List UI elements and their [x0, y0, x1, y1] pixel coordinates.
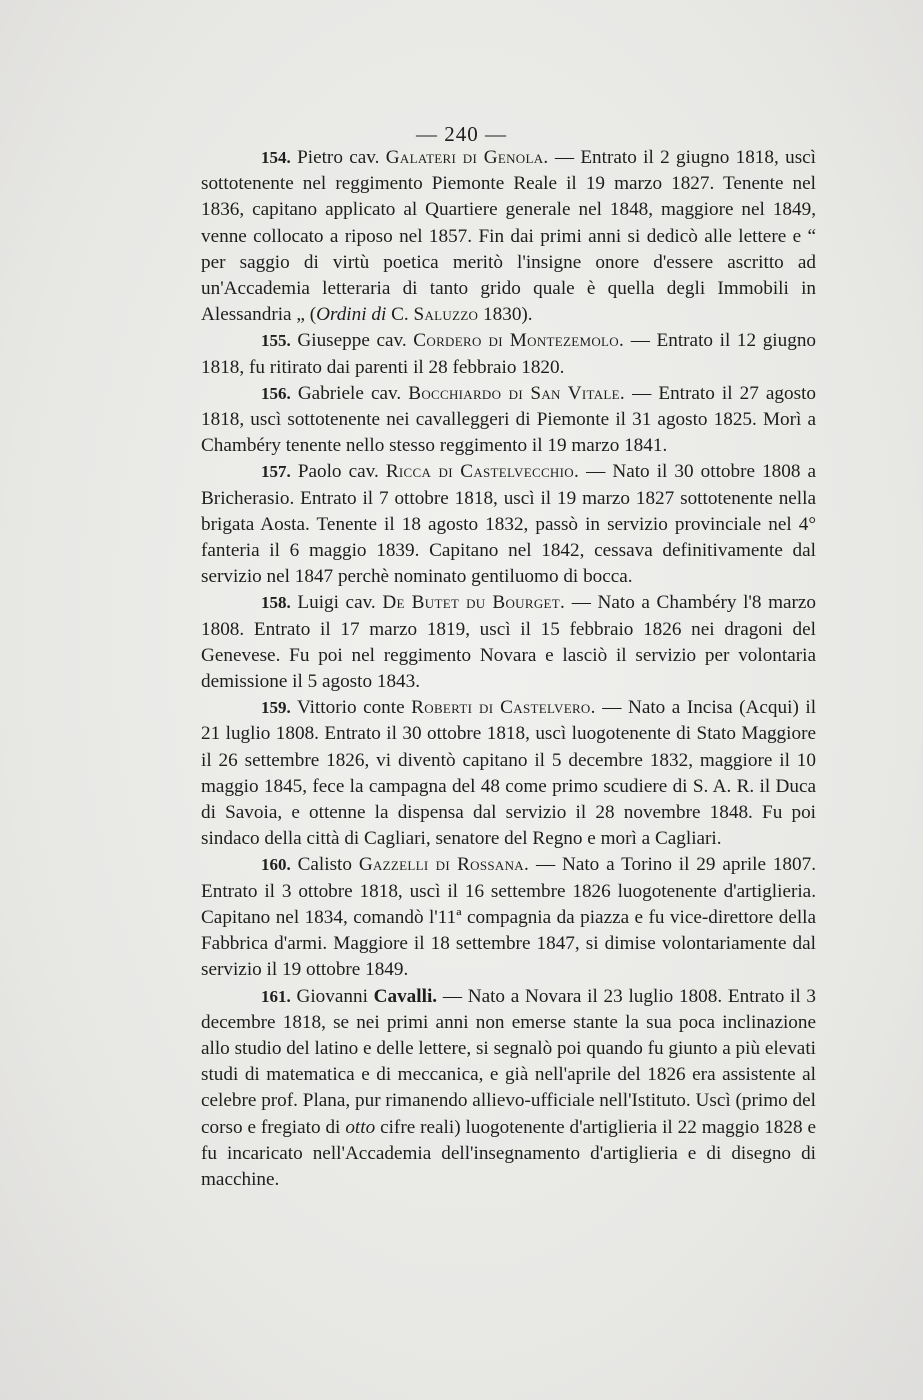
entry-number: 158.: [261, 593, 291, 613]
entry-156: [201, 381, 816, 460]
entry-text-end: cifre reali) luogotenente d'artiglieria il 22 maggio 1828 e fu incaricato nell'Accademia dell'insegnamento d'artiglieria e di disegno di macchine.: [201, 1116, 816, 1190]
entry-text: — Entrato il 12 giugno 1818, fu ritirato dai parenti il 28 febbraio 1820.: [201, 330, 817, 378]
entry-family-name: Galateri di Genola.: [385, 147, 549, 168]
entry-text: — Entrato il 27 agosto 1818, uscì sottotenente nei cavalleggeri di Piemonte il 31 agosto 1825. Morì a Chambéry tenente nello stesso reggimento il 19 marzo 1841.: [201, 382, 816, 457]
entry-number: 154.: [261, 148, 291, 167]
entry-160: [201, 852, 816, 983]
entry-family-name: Roberti di Castelvero.: [411, 697, 596, 719]
entry-number: 155.: [261, 331, 291, 351]
entry-family-name: Cordero di Montezemolo.: [413, 330, 625, 352]
entry-given-name: Paolo cav.: [297, 461, 379, 483]
entry-number: 161.: [261, 986, 291, 1006]
entry-given-name: Gabriele cav.: [297, 382, 402, 404]
entry-given-name: Giovanni: [296, 985, 368, 1007]
entry-family-name: Ricca di Castelvecchio.: [385, 461, 580, 483]
entry-text: — Nato il 30 ottobre 1808 a Bricherasio. Entrato il 7 ottobre 1818, uscì il 19 marzo 1827 sottotenente nella brigata Aosta. Tenente il 18 agosto 1832, passò in servizio provinciale nel 4° fanteria il 6 maggio 1839. Capitano nel 1842, cessava definitivamente dal servizio nel 1847 perchè nominato gentiluomo di bocca.: [201, 461, 817, 588]
entry-155: [201, 328, 816, 380]
entry-text-italic: otto: [345, 1116, 376, 1138]
entry-citation-text: C.: [386, 304, 414, 326]
entry-154: [201, 145, 816, 328]
entry-given-name: Pietro cav.: [297, 147, 380, 168]
entry-158: [201, 590, 816, 695]
entry-text: — Nato a Incisa (Acqui) il 21 luglio 1808. Entrato il 30 ottobre 1818, uscì luogotenente di Stato Maggiore il 26 settembre 1826, vi diventò capitano il 5 decembre 1832, maggiore il 10 maggio 1845, fece la campagna del 48 come primo scudiere di S. A. R. il Duca di Savoia, e ottenne la dispensa dal servizio il 28 novembre 1848. Fu poi sindaco della città di Cagliari, senatore del Regno e morì a Cagliari.: [201, 697, 817, 850]
entry-given-name: Vittorio conte: [296, 697, 405, 719]
entry-number: 160.: [261, 855, 291, 875]
entry-text: — Nato a Chambéry l'8 marzo 1808. Entrato il 17 marzo 1819, uscì il 15 febbraio 1826 nei dragoni del Genevese. Fu poi nel reggimento Novara e lasciò il servizio per volontaria demissione il 5 agosto 1843.: [201, 592, 817, 693]
entry-family-name: Cavalli.: [373, 985, 438, 1007]
entry-text: — Entrato il 2 giugno 1818, uscì sottotenente nel reggimento Piemonte Reale il 19 marzo 1827. Tenente nel 1836, capitano applicato al Quartiere generale nel 1848, maggiore nel 1849, venne collocato a riposo nel 1857. Fin dai primi anni si dedicò alle lettere e “ per saggio di virtù poetica meritò l'insigne onore d'essere ascritto ad un'Accademia letteraria di tanto grido quale è quella degli Immobili in Alessandria „ (: [201, 147, 817, 326]
entry-citation-author: Saluzzo: [413, 304, 479, 326]
entry-161: [201, 984, 816, 1194]
page-number: — 240 —: [416, 122, 507, 146]
entry-citation-italic: Ordini di: [316, 304, 387, 326]
page-body: [201, 145, 816, 1193]
entry-number: 159.: [261, 698, 291, 718]
entry-number: 157.: [261, 462, 291, 482]
entry-number: 156.: [261, 383, 291, 403]
entry-text: — Nato a Novara il 23 luglio 1808. Entrato il 3 decembre 1818, se nei primi anni non emerse stante la sua poca inclinazione allo studio del latino e delle lettere, si segnalò poi quando fu giunto a più elevati studi di matematica e di meccanica, e già nell'aprile del 1826 era assistente al celebre prof. Plana, pur rimanendo allievo-ufficiale nell'Istituto. Uscì (primo del corso e fregiato di: [201, 985, 817, 1138]
entry-family-name: De Butet du Bourget.: [382, 592, 566, 614]
entry-given-name: Giuseppe cav.: [297, 330, 407, 352]
entry-citation-end: 1830).: [478, 304, 533, 326]
entry-159: [201, 695, 816, 852]
entry-given-name: Calisto: [297, 854, 352, 876]
entry-157: [201, 459, 816, 590]
entry-family-name: Gazzelli di Rossana.: [358, 854, 530, 876]
entry-text: — Nato a Torino il 29 aprile 1807. Entrato il 3 ottobre 1818, uscì il 16 settembre 1826 luogotenente d'artiglieria. Capitano nel 1834, comandò l'11ª compagnia da piazza e fu vice-direttore della Fabbrica d'armi. Maggiore il 18 settembre 1847, si dimise volontariamente dal servizio il 19 ottobre 1849.: [201, 854, 817, 981]
entry-given-name: Luigi cav.: [297, 592, 376, 614]
entry-family-name: Bocchiardo di San Vitale.: [408, 382, 625, 404]
